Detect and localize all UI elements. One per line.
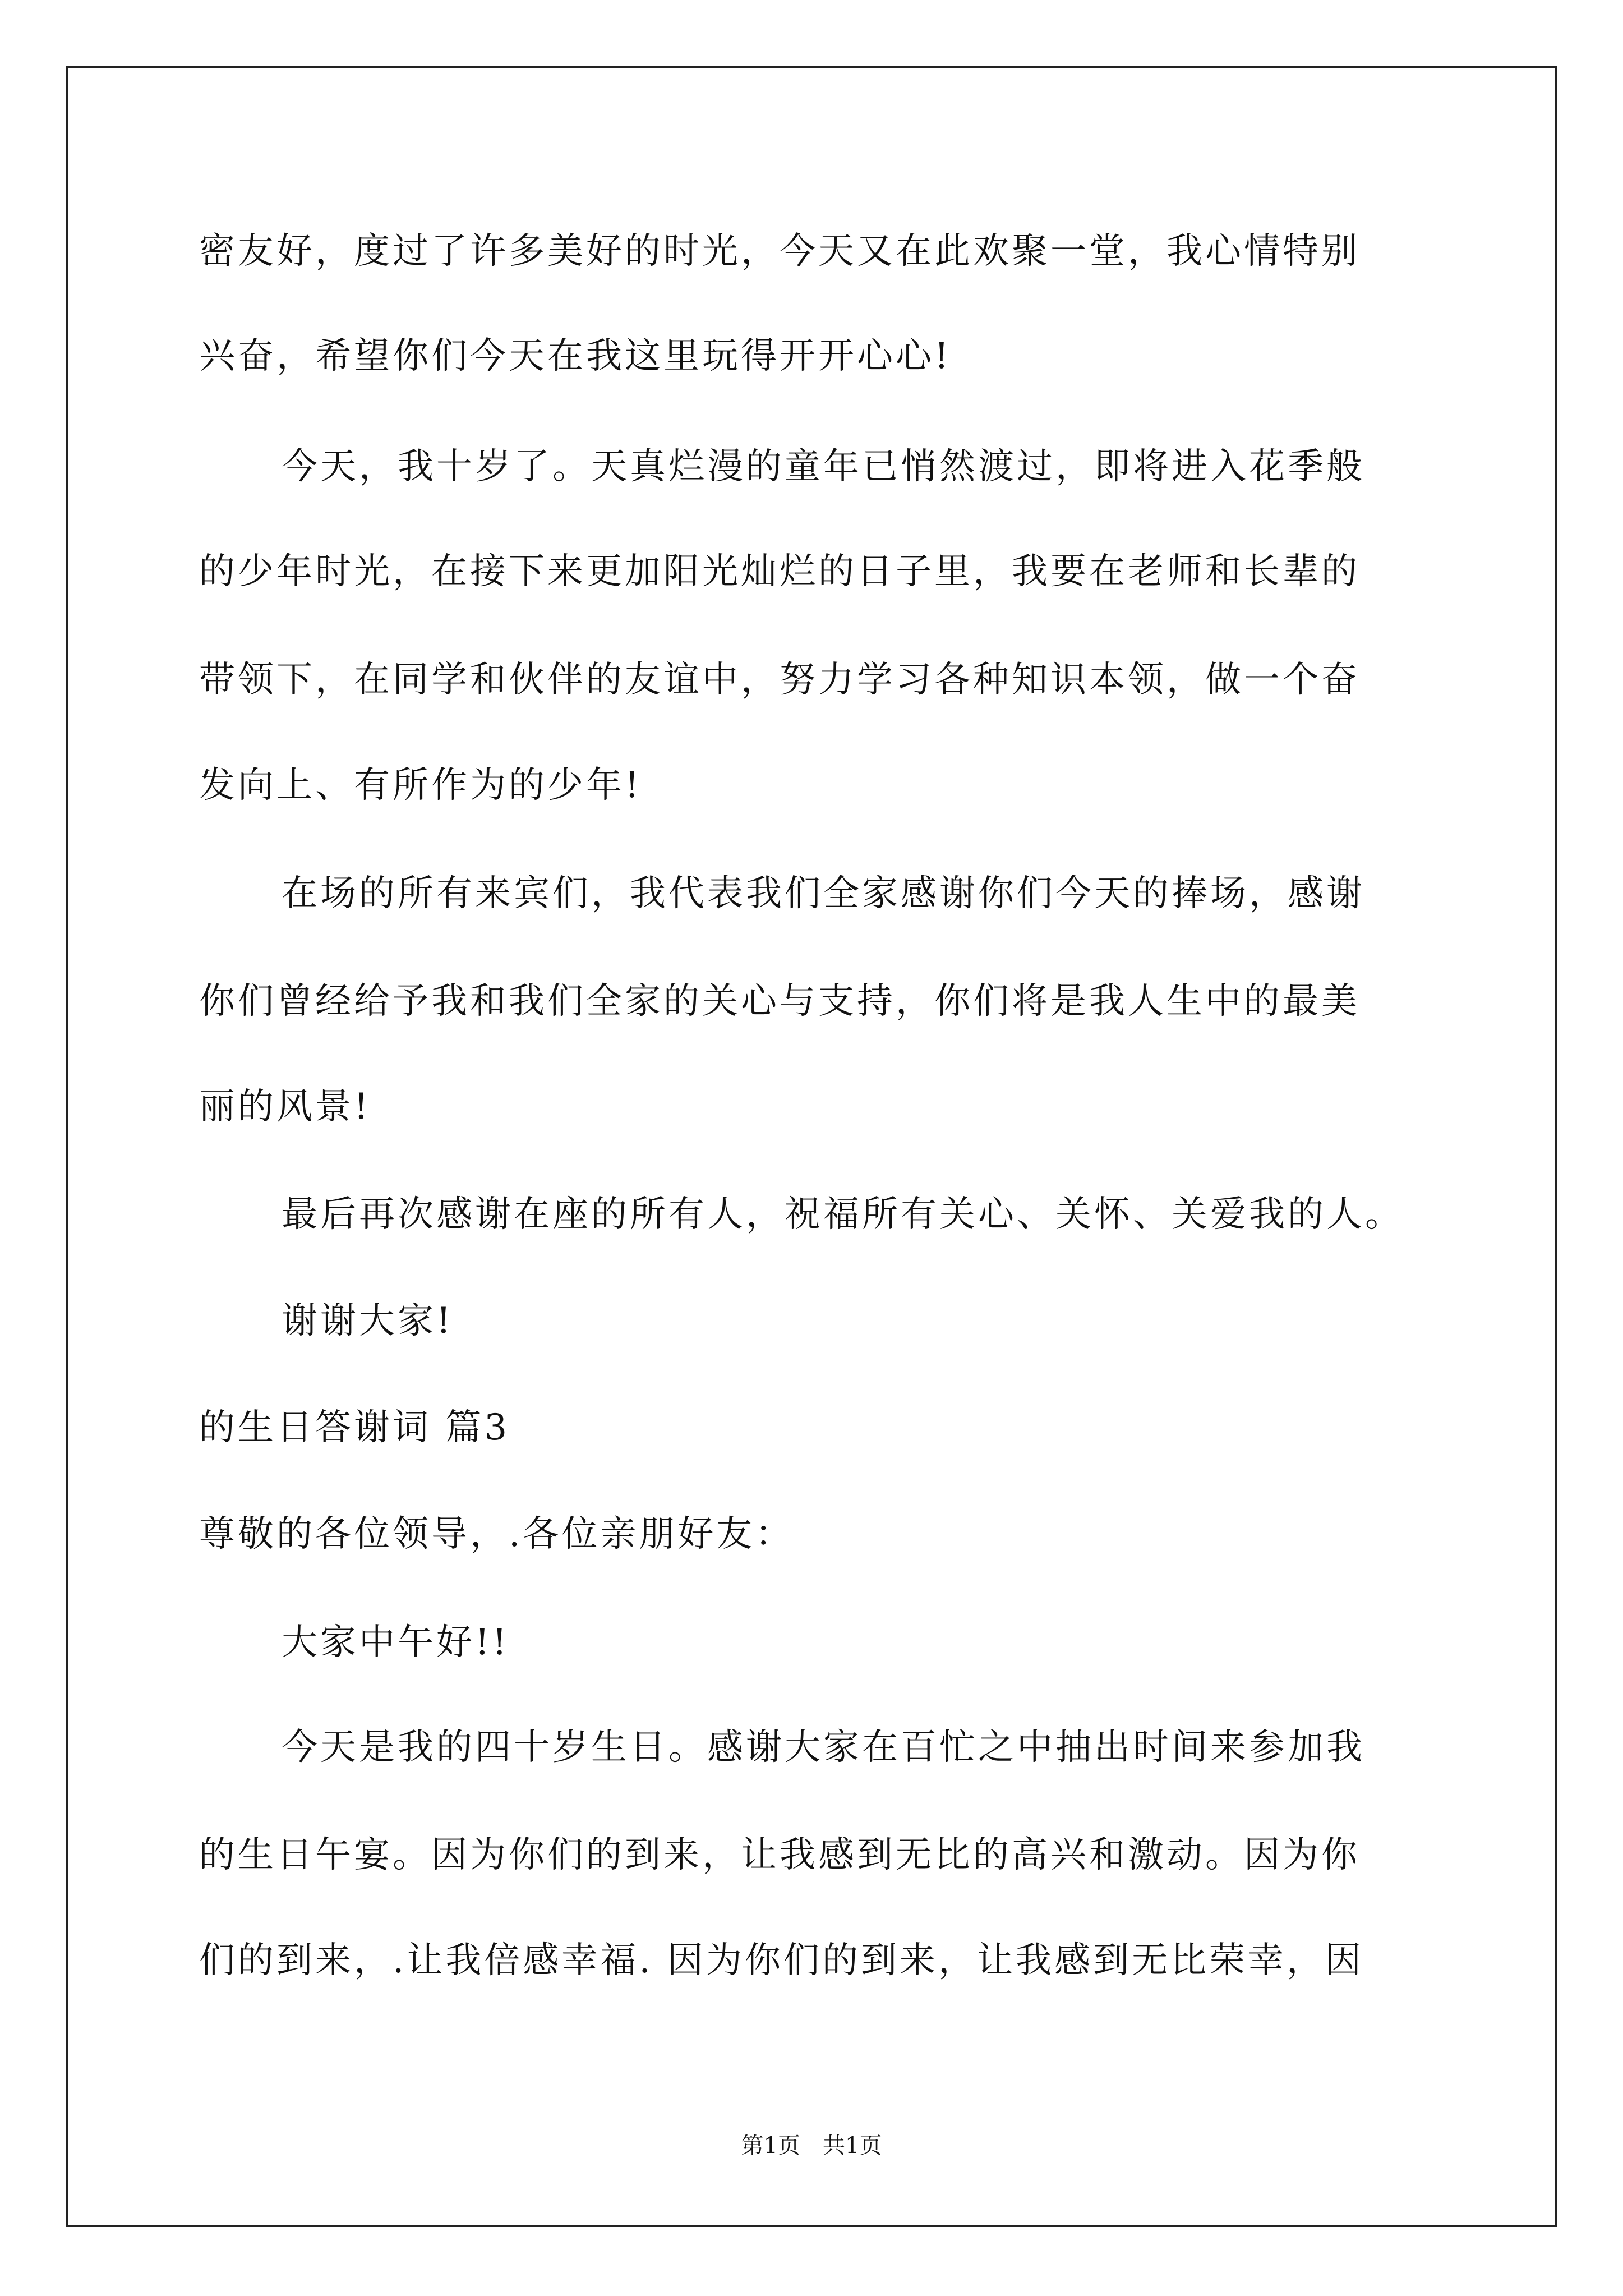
body-line-3: 今天，我十岁了。天真烂漫的童年已悄然渡过，即将进入花季般 bbox=[282, 446, 1365, 487]
page-border bbox=[66, 66, 1557, 2227]
body-line-2: 兴奋，希望你们今天在我这里玩得开开心心! bbox=[199, 335, 952, 377]
salutation: 尊敬的各位领导，.各位亲朋好友： bbox=[199, 1513, 794, 1555]
body-line-7: 在场的所有来宾们，我代表我们全家感谢你们今天的捧场，感谢 bbox=[282, 873, 1365, 914]
body-line-10: 最后再次感谢在座的所有人，祝福所有关心、关怀、关爱我的人。 bbox=[282, 1194, 1404, 1235]
body-line-9: 丽的风景! bbox=[199, 1086, 371, 1128]
body-line-11: 谢谢大家! bbox=[282, 1300, 454, 1342]
body-line-15: 今天是我的四十岁生日。感谢大家在百忙之中抽出时间来参加我 bbox=[282, 1727, 1365, 1768]
page-footer: 第1页 共1页 bbox=[741, 2133, 882, 2159]
body-line-14: 大家中午好!! bbox=[282, 1622, 510, 1663]
section-heading: 的生日答谢词 篇3 bbox=[199, 1407, 510, 1448]
body-line-6: 发向上、有所作为的少年! bbox=[199, 765, 642, 806]
body-line-4: 的少年时光，在接下来更加阳光灿烂的日子里，我要在老师和长辈的 bbox=[199, 551, 1360, 592]
body-line-8: 你们曾经给予我和我们全家的关心与支持，你们将是我人生中的最美 bbox=[199, 981, 1360, 1022]
body-line-16: 的生日午宴。因为你们的到来，让我感到无比的高兴和激动。因为你 bbox=[199, 1834, 1360, 1876]
body-line-5: 带领下，在同学和伙伴的友谊中，努力学习各种知识本领，做一个奋 bbox=[199, 659, 1360, 701]
body-line-17: 们的到来，.让我倍感幸福. 因为你们的到来，让我感到无比荣幸，因 bbox=[199, 1940, 1364, 1981]
body-line-1: 密友好，度过了许多美好的时光，今天又在此欢聚一堂，我心情特别 bbox=[199, 231, 1360, 272]
